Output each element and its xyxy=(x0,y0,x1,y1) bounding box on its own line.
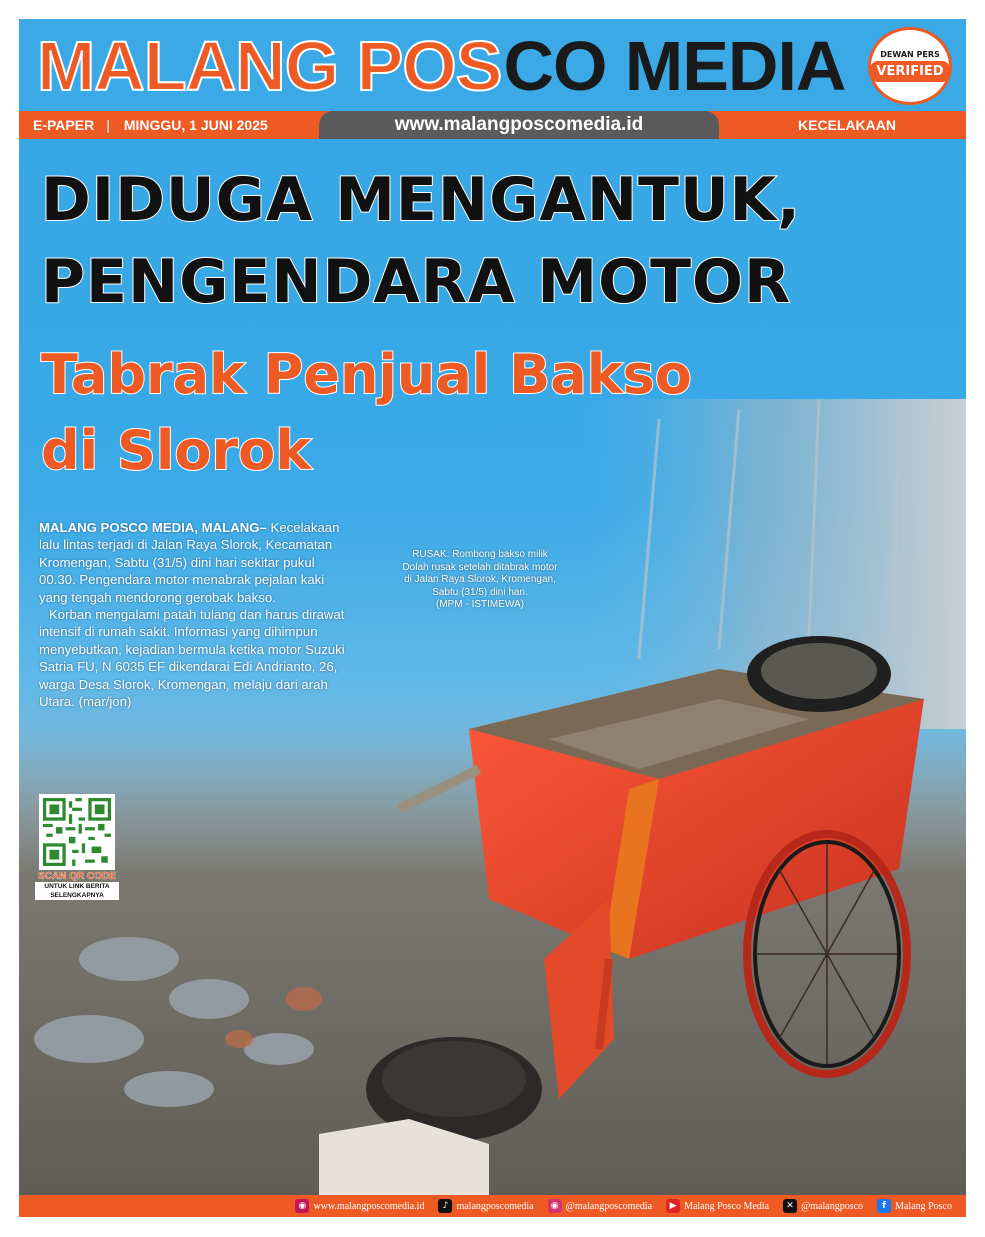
article-body xyxy=(39,519,351,710)
edition-label: E-PAPER xyxy=(33,117,95,133)
section-label: KECELAKAAN xyxy=(798,117,896,133)
qr-title: SCAN QR CODE xyxy=(38,871,116,882)
caption-line-2: Dolah rusak setelah ditabrak motor xyxy=(402,561,558,573)
article-paragraph-2: Korban mengalami patah tulang dan harus dirawat intensif di rumah sakit. Informasi yang dihimpun menyebutkan, kejadian bermula ketika motor Suzuki Satria FU, N 6035 EF dikendarai Edi Andrianto, 26, warga Desa Slorok, Kromengan, melaju dari arah Utara. (mar/jon) xyxy=(39,607,345,710)
strip-separator: | xyxy=(106,117,110,133)
footer-x-text: @malangposco xyxy=(801,1200,864,1212)
dateline: MALANG POSCO MEDIA, MALANG– xyxy=(39,520,267,535)
qr-sub-1: UNTUK LINK BERITA xyxy=(35,882,119,891)
caption-line-1: RUSAK: Rombong bakso milik xyxy=(412,549,548,560)
headline-line-2: PENGENDARA MOTOR xyxy=(41,247,792,317)
brand-part-dark: CO MEDIA xyxy=(503,27,846,105)
footer-facebook[interactable] xyxy=(877,1199,952,1213)
article-paragraph-1 xyxy=(39,519,351,606)
headline-line-1: DIDUGA MENGANTUK, xyxy=(41,165,801,235)
x-icon: ✕ xyxy=(783,1199,797,1213)
instagram-icon: ◉ xyxy=(548,1199,562,1213)
caption-credit: (MPM - ISTIMEWA) xyxy=(436,599,524,611)
footer-web[interactable] xyxy=(295,1199,424,1213)
footer-instagram[interactable] xyxy=(548,1199,652,1213)
footer-facebook-text: Malang Posco xyxy=(895,1200,952,1212)
footer-youtube[interactable] xyxy=(666,1199,769,1213)
qr-label xyxy=(35,871,119,900)
footer-tiktok-text: malangposcomedia xyxy=(456,1200,534,1212)
issue-date: MINGGU, 1 JUNI 2025 xyxy=(123,117,268,133)
footer-youtube-text: Malang Posco Media xyxy=(684,1200,770,1212)
info-strip xyxy=(19,111,966,139)
footer-web-text: www.malangposcomedia.id xyxy=(313,1200,425,1212)
footer-x[interactable] xyxy=(783,1199,863,1213)
website-url[interactable]: www.malangposcomedia.id xyxy=(319,111,719,139)
footer-tiktok[interactable] xyxy=(438,1199,533,1213)
article-p1-text: Kecelakaan lalu lintas terjadi di Jalan Raya Slorok, Kecamatan Kromengan, Sabtu (31/5) dini hari sekitar pukul 00.30. Pengendara motor menabrak pejalan kaki yang tengah mendorong gerobak bakso. xyxy=(39,520,340,605)
masthead xyxy=(19,19,966,111)
brand-logo xyxy=(37,23,845,109)
caption-line-3: di Jalan Raya Slorok, Kromengan, xyxy=(404,574,556,586)
tiktok-icon: ♪ xyxy=(438,1199,452,1213)
subheadline-line-2: di Slorok xyxy=(41,419,312,482)
web-icon: ◉ xyxy=(295,1199,309,1213)
photo-caption xyxy=(364,549,596,612)
badge-top-text: DEWAN PERS xyxy=(880,50,940,59)
sub-headline xyxy=(41,337,692,489)
badge-verified-text: VERIFIED xyxy=(870,61,949,82)
qr-sub-2: SELENGKAPNYA xyxy=(35,891,119,900)
qr-code[interactable] xyxy=(39,794,115,870)
strip-left xyxy=(19,111,319,139)
caption-line-4: Sabtu (31/5) dini hari. xyxy=(432,586,528,598)
youtube-icon: ▶ xyxy=(666,1199,680,1213)
epaper-page xyxy=(19,19,966,1217)
social-footer xyxy=(19,1195,966,1217)
subheadline-line-1: Tabrak Penjual Bakso xyxy=(41,343,692,406)
brand-part-orange: MALANG POS xyxy=(37,27,502,105)
main-headline xyxy=(41,159,801,323)
qr-code-icon xyxy=(43,798,111,866)
facebook-icon: f xyxy=(877,1199,891,1213)
footer-instagram-text: @malangposcomedia xyxy=(565,1200,653,1212)
verified-badge xyxy=(868,27,952,105)
